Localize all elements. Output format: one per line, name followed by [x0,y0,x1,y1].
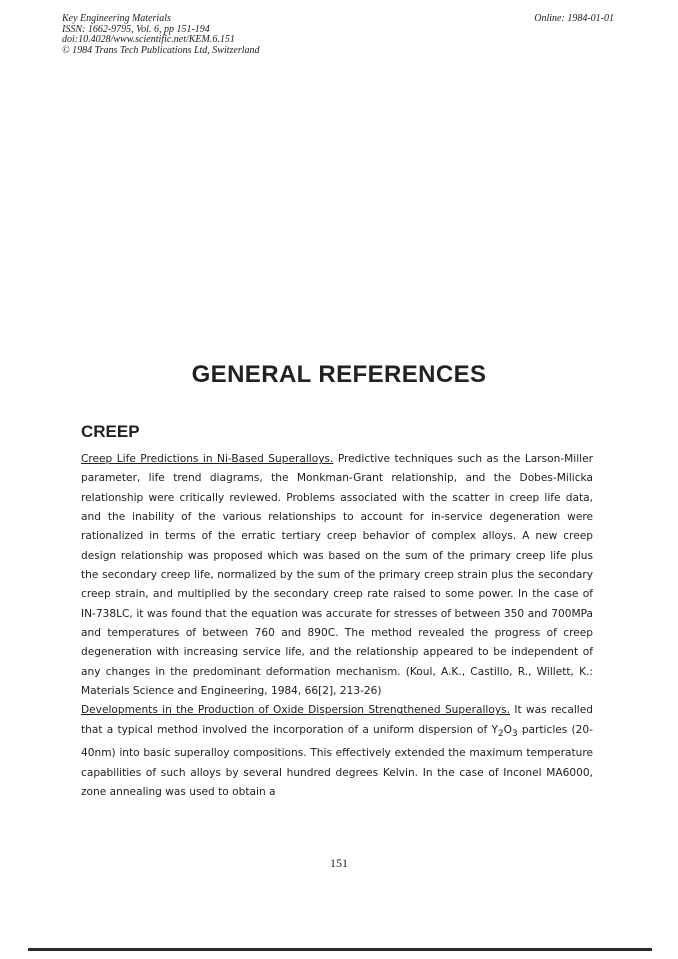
copyright-line: © 1984 Trans Tech Publications Ltd, Switzerland [62,44,260,56]
section-heading: CREEP [81,422,140,441]
page-number: 151 [330,856,348,870]
reference-title: Developments in the Production of Oxide Dispersion Strengthened Superalloys. [81,704,510,717]
reference-text: Predictive techniques such as the Larson-Miller parameter, life trend diagrams, the Monkman-Grant relationship, and the Dobes-Milicka relationship were critically reviewed. Problems associated with the scatter in creep life data, and the inability of the various relationships to account for in-service degeneration were rationalized in terms of the erratic tertiary creep behavior of complex alloys. A new creep design relationship was proposed which was based on the sum of the primary creep life plus the secondary creep life, normalized by the sum of the primary creep strain plus the secondary creep strain, and multiplied by the secondary creep rate raised to some power. In the case of IN-738LC, it was found that the equation was accurate for stresses of between 350 and 700MPa and temperatures of between 760 and 890C. The method revealed the progress of creep degeneration with increasing service life, and the relationship appeared to be independent of any changes in the predominant deformation mechanism. (Koul, A.K., Castillo, R., Willett, K.: Materials Science and Engineering, 1984, 66[2], 213-26) [81,453,593,698]
chemical-formula: $Y_2O_3$ [491,723,518,739]
doi-line: doi:10.4028/www.scientific.net/KEM.6.151 [62,34,235,45]
issn-line: ISSN: 1662-9795, Vol. 6, pp 151-194 [62,23,210,35]
journal-metadata [62,14,260,56]
reference-entry [81,701,593,802]
journal-name: Key Engineering Materials [62,13,171,24]
online-date: Online: 1984-01-01 [534,13,614,24]
reference-text: It was recalled that a typical method involved the incorporation of a uniform dispersion of [81,704,593,736]
reference-text: particles (20-40nm) into basic superalloy compositions. This effectively extended the maximum temperature capabilities of such alloys by several hundred degrees Kelvin. In the case of Inconel MA6000, zone annealing was used to obtain a [81,723,593,798]
reference-title: Creep Life Predictions in Ni-Based Superalloys. [81,453,334,465]
page-title: GENERAL REFERENCES [191,361,487,388]
footer-rule [28,948,652,951]
reference-entry [81,450,593,701]
references-body [81,450,593,802]
